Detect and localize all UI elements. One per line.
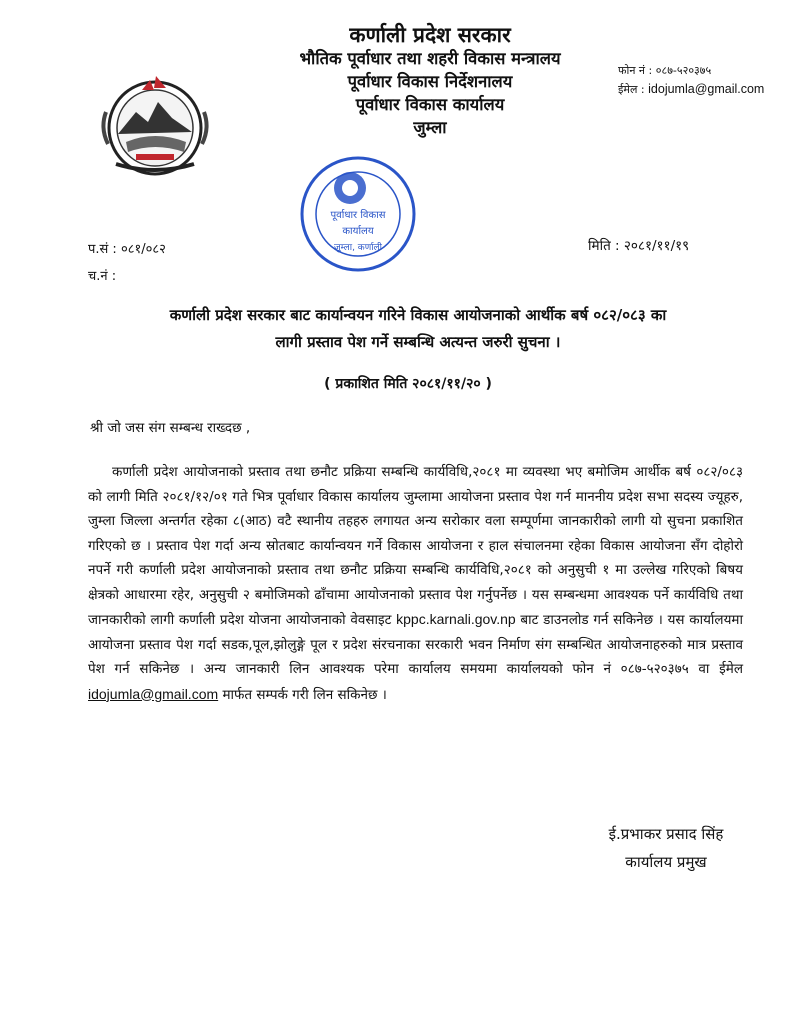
office-stamp-icon bbox=[292, 150, 428, 280]
date-value: २०८१/११/१९ bbox=[623, 238, 690, 254]
stamp-text-2: कार्यालय bbox=[342, 226, 374, 237]
directorate-name: पूर्वाधार विकास निर्देशनालय bbox=[347, 72, 513, 91]
nepal-emblem-icon bbox=[96, 72, 214, 180]
published-date: ( प्रकाशित मिति २०८१/११/२० ) bbox=[324, 376, 492, 392]
reference-label: प.सं : bbox=[88, 242, 117, 257]
phone-line bbox=[618, 62, 764, 80]
dispatch-number bbox=[88, 263, 166, 290]
website-link[interactable]: kppc.karnali.gov.np bbox=[396, 611, 516, 627]
reference-block bbox=[88, 236, 166, 290]
phone-number: ०८७-५२०३७५ bbox=[655, 64, 712, 77]
reference-number bbox=[88, 236, 166, 263]
phone-label: फोन नं : bbox=[618, 64, 653, 77]
body-part-2: बाट डाउनलोड गर्न सकिनेछ । यस कार्यालयमा आयोजना प्रस्ताव पेश गर्दा सडक,पूल,झोलुङ्गे पूल र प्रदेश संरचनाका सरकारी भवन निर्माण संग सम्बन्धित आयोजनाहरुको मात्र प्रस्ताव पेश गर्न सकिनेछ । अन्य जानकारी लिन आवश्यक परेमा कार्यालय समयमा कार्यालयको फोन नं ०८७-५२०३७५ वा ईमेल bbox=[88, 612, 743, 677]
date-label: मिति : bbox=[588, 238, 620, 254]
body-part-1: कर्णाली प्रदेश आयोजनाको प्रस्ताव तथा छनौट प्रक्रिया सम्बन्धि कार्यविधि,२०८१ मा व्यवस्था भए बमोजिम आर्थीक बर्ष ०८२/०८३ को लागी मिति २०८१/१२/०१ गते भित्र पूर्वाधार विकास कार्यालय जुम्लामा आयोजना प्रस्ताव पेश गर्न माननीय प्रदेश सभा सदस्य ज्यूहरु, जुम्ला जिल्ला अन्तर्गत रहेका ८(आठ) वटै स्थानीय तहहरु लगायत अन्य सरोकार वला सम्पूर्णमा जानकारीको लागी यो सुचना प्रकाशित गरिएको छ । प्रस्ताव पेश गर्दा अन्य स्रोतबाट कार्यान्वयन गर्ने विकास आयोजना र हाल संचालनमा रहेका विकास आयोजना सँग दोहोरो नपर्ने गरी कर्णाली प्रदेश आयोजनाको प्रस्ताव तथा छनौट प्रक्रिया सम्बन्धि कार्यविधि,२०८१ को अनुसुची १ मा उल्लेख गरिएको बिषय क्षेत्रको आधारमा रहेर, अनुसुची २ बमोजिमको ढाँचामा आयोजनाको प्रस्ताव पेश गर्नुपर्नेछ । यस सम्बन्धमा आवश्यक पर्ने कार्यविधि तथा जानकारीको लागी कर्णाली प्रदेश योजना आयोजनाको वेवसाइट bbox=[88, 464, 743, 628]
letterhead bbox=[250, 24, 610, 139]
notice-subject bbox=[88, 302, 748, 356]
signatory-title: कार्यालय प्रमुख bbox=[625, 853, 707, 871]
office-name: पूर्वाधार विकास कार्यालय bbox=[355, 95, 505, 114]
email-label: ईमेल : bbox=[618, 83, 645, 96]
body-email-link[interactable]: idojumla@gmail.com bbox=[88, 685, 219, 702]
stamp-text-3: जुम्ला, कर्णाली bbox=[334, 243, 382, 253]
stamp-text-1: पूर्वाधार विकास bbox=[330, 210, 386, 221]
ministry-name: भौतिक पूर्वाधार तथा शहरी विकास मन्त्रालय bbox=[299, 49, 561, 68]
dispatch-label: च.नं : bbox=[88, 269, 117, 284]
salutation: श्री जो जस संग सम्बन्ध राख्दछ , bbox=[90, 420, 251, 436]
subject-line-1: कर्णाली प्रदेश सरकार बाट कार्यान्वयन गरिने विकास आयोजनाको आर्थीक बर्ष ०८२/०८३ का bbox=[169, 306, 667, 324]
notice-body bbox=[88, 460, 743, 707]
signatory-name: ई.प्रभाकर प्रसाद सिंह bbox=[608, 825, 724, 843]
contact-info bbox=[618, 62, 764, 99]
signature-block bbox=[566, 820, 766, 876]
office-location: जुम्ला bbox=[413, 118, 447, 137]
subject-line-2: लागी प्रस्ताव पेश गर्ने सम्बन्धि अत्यन्त जरुरी सुचना । bbox=[275, 333, 561, 351]
reference-value: ०८१/०८२ bbox=[120, 242, 166, 257]
date-block bbox=[588, 236, 689, 254]
email-address: idojumla@gmail.com bbox=[648, 82, 765, 96]
email-line bbox=[618, 80, 764, 99]
body-part-3: मार्फत सम्पर्क गरी लिन सकिनेछ । bbox=[222, 686, 387, 703]
government-name: कर्णाली प्रदेश सरकार bbox=[349, 23, 511, 47]
